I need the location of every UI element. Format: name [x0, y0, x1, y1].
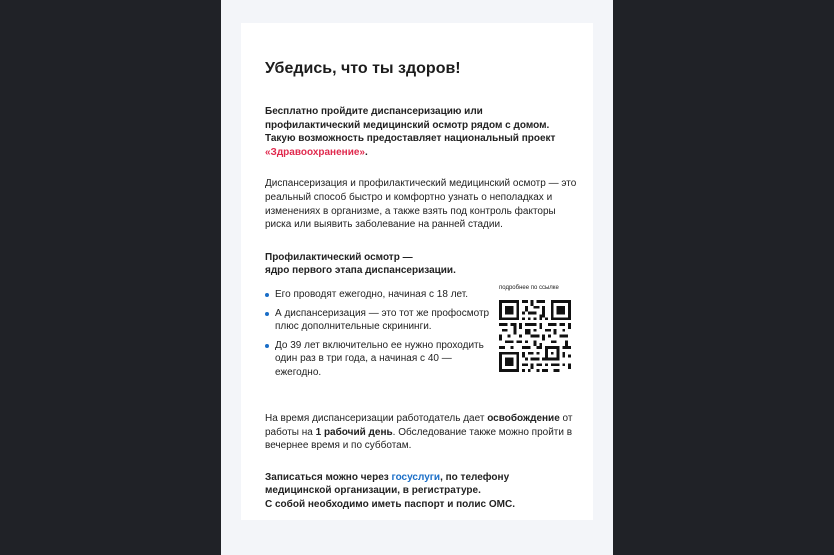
qr-code-icon[interactable]	[499, 300, 571, 372]
note-bold-day: 1 рабочий день	[315, 426, 393, 438]
lead-text-end: .	[364, 146, 368, 158]
list-item-text: А диспансеризация — это тот же профосмотр плюс дополнительные скрининги.	[275, 307, 490, 333]
signup-text: , по телефону медицинской организации, в регистратуре.	[265, 471, 510, 497]
section-title-line2: ядро первого этапа диспансеризации.	[265, 265, 456, 277]
section-title-line1: Профилактический осмотр —	[265, 251, 413, 263]
lead-paragraph	[265, 105, 577, 159]
lead-text: Бесплатно пройдите диспансеризацию или профилактический медицинский осмотр рядом с домом. Такую возможность предоставляет национальный проект	[265, 106, 556, 145]
bullet-icon	[265, 293, 269, 297]
note-text: от работы на	[265, 412, 573, 438]
note-bold-release: освобождение	[487, 412, 560, 424]
list-item-text: До 39 лет включительно ее нужно проходить один раз в три года, а начиная с 40 — ежегодно.	[275, 339, 484, 378]
facts-list	[265, 288, 493, 380]
section-title	[265, 251, 577, 278]
qr-caption: подробнее по ссылке	[499, 284, 559, 291]
list-item	[265, 288, 493, 302]
bullet-icon	[265, 344, 269, 348]
list-and-qr	[265, 284, 577, 400]
page-title: Убедись, что ты здоров!	[265, 60, 461, 77]
list-item-text: Его проводят ежегодно, начиная с 18 лет.	[275, 288, 469, 300]
note-text: . Обследование также можно пройти в вечернее время и по субботам.	[265, 426, 573, 452]
bullet-icon	[265, 312, 269, 316]
document-viewer	[221, 0, 613, 555]
gosuslugi-link[interactable]: госуслуги	[391, 471, 441, 483]
document-page	[241, 23, 593, 520]
project-name-highlight: «Здравоохранение»	[265, 146, 365, 158]
signup-text: Записаться можно через	[265, 471, 392, 483]
qr-block	[499, 284, 579, 377]
intro-paragraph: Диспансеризация и профилактический медицинский осмотр — это реальный способ быстро и комфортно узнать о неполадках и изменениях в организме, а также взять под контроль факторы риска или выявить заболевание на ранней стадии.	[265, 178, 577, 231]
list-item	[265, 307, 493, 334]
note-text: На время диспансеризации работодатель дает	[265, 412, 488, 424]
list-item	[265, 339, 493, 380]
page-content	[265, 59, 577, 512]
work-release-paragraph	[265, 412, 577, 453]
signup-documents: С собой необходимо иметь паспорт и полис ОМС.	[265, 498, 515, 510]
signup-paragraph	[265, 471, 577, 512]
